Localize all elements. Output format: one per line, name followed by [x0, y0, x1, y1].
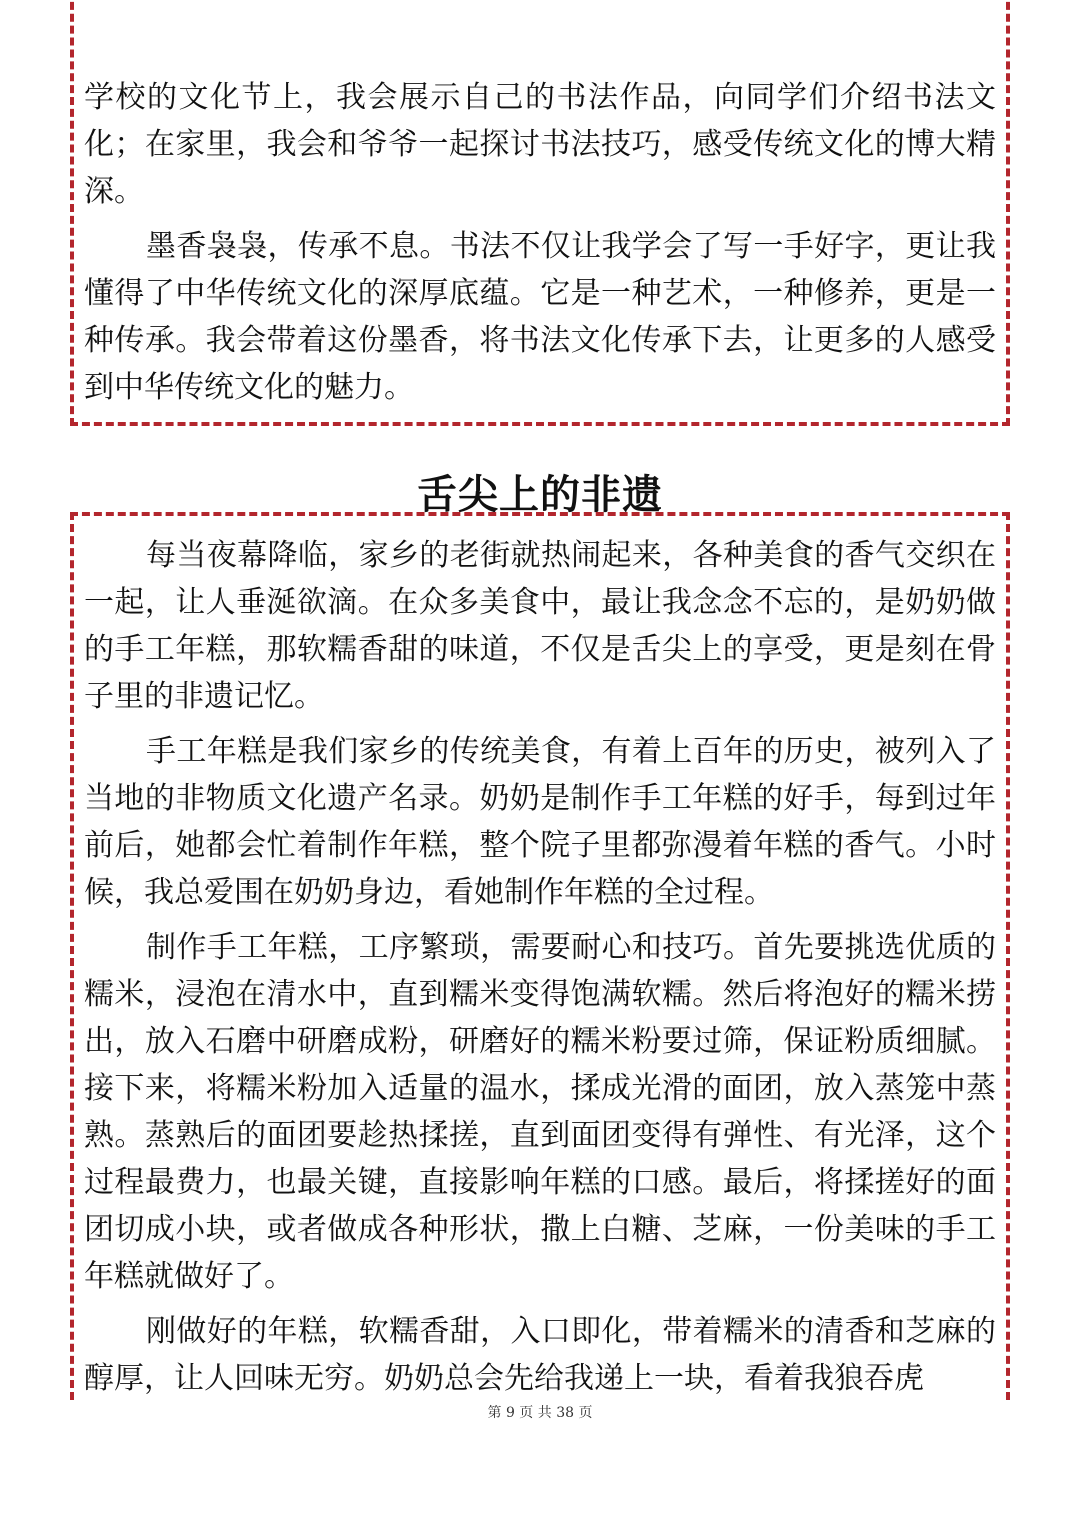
paragraph: 刚做好的年糕，软糯香甜，入口即化，带着糯米的清香和芝麻的醇厚，让人回味无穷。奶奶总会先给我递上一块，看着我狼吞虎 [84, 1314, 996, 1396]
paragraph: 墨香袅袅，传承不息。书法不仅让我学会了写一手好字，更让我懂得了中华传统文化的深厚底蕴。它是一种艺术，一种修养，更是一种传承。我会带着这份墨香，将书法文化传承下去，让更多的人感受到中华传统文化的魅力。 [84, 229, 996, 405]
continued-text-frame [70, 0, 1010, 426]
paragraph: 每当夜幕降临，家乡的老街就热闹起来，各种美食的香气交织在一起，让人垂涎欲滴。在众多美食中，最让我念念不忘的，是奶奶做的手工年糕，那软糯香甜的味道，不仅是舌尖上的享受，更是刻在骨子里的非遗记忆。 [84, 538, 996, 714]
article-text-frame [70, 512, 1010, 1400]
paragraph: 学校的文化节上，我会展示自己的书法作品，向同学们介绍书法文化；在家里，我会和爷爷一起探讨书法技巧，感受传统文化的博大精深。 [84, 80, 996, 209]
section-title: 舌尖上的非遗 [417, 471, 663, 518]
page-number-footer: 第 9 页 共 38 页 [487, 1405, 593, 1421]
paragraph: 制作手工年糕，工序繁琐，需要耐心和技巧。首先要挑选优质的糯米，浸泡在清水中，直到糯米变得饱满软糯。然后将泡好的糯米捞出，放入石磨中研磨成粉，研磨好的糯米粉要过筛，保证粉质细腻。接下来，将糯米粉加入适量的温水，揉成光滑的面团，放入蒸笼中蒸熟。蒸熟后的面团要趁热揉搓，直到面团变得有弹性、有光泽，这个过程最费力，也最关键，直接影响年糕的口感。最后，将揉搓好的面团切成小块，或者做成各种形状，撒上白糖、芝麻，一份美味的手工年糕就做好了。 [84, 930, 996, 1294]
paragraph: 手工年糕是我们家乡的传统美食，有着上百年的历史，被列入了当地的非物质文化遗产名录。奶奶是制作手工年糕的好手，每到过年前后，她都会忙着制作年糕，整个院子里都弥漫着年糕的香气。小时候，我总爱围在奶奶身边，看她制作年糕的全过程。 [84, 734, 996, 910]
